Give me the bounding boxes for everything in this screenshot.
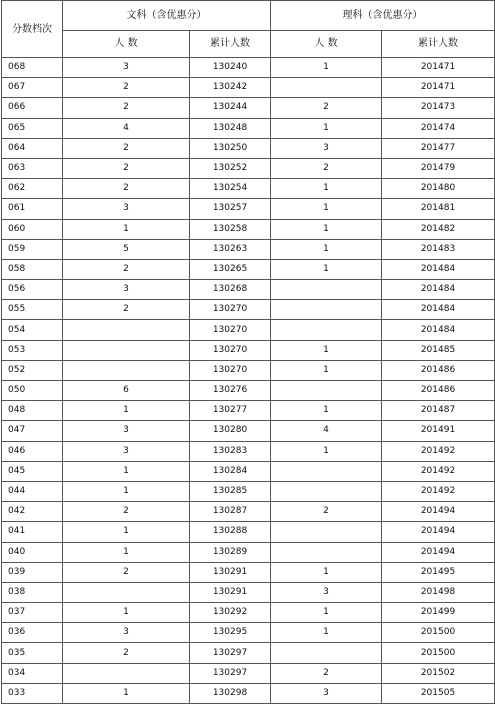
table-row bbox=[2, 179, 495, 199]
liberal-arts-count-cell: 2 bbox=[63, 138, 190, 158]
score-cell: 045 bbox=[2, 461, 63, 481]
liberal-arts-cumulative-cell: 130270 bbox=[190, 300, 271, 320]
science-cumulative-cell: 201494 bbox=[382, 522, 495, 542]
science-cumulative-cell: 201500 bbox=[382, 643, 495, 663]
liberal-arts-count-cell: 1 bbox=[63, 219, 190, 239]
liberal-arts-cumulative-cell: 130270 bbox=[190, 340, 271, 360]
score-cell: 064 bbox=[2, 138, 63, 158]
science-cumulative-cell: 201484 bbox=[382, 320, 495, 340]
science-cumulative-cell: 201480 bbox=[382, 179, 495, 199]
liberal-arts-cumulative-cell: 130242 bbox=[190, 78, 271, 98]
score-cell: 062 bbox=[2, 179, 63, 199]
science-cumulative-cell: 201479 bbox=[382, 158, 495, 178]
liberal-arts-cumulative-cell: 130257 bbox=[190, 199, 271, 219]
score-level-header: 分数档次 bbox=[2, 1, 63, 58]
score-cell: 044 bbox=[2, 481, 63, 501]
score-cell: 058 bbox=[2, 259, 63, 279]
liberal-arts-count-cell: 5 bbox=[63, 239, 190, 259]
liberal-arts-count-cell: 2 bbox=[63, 643, 190, 663]
score-cell: 034 bbox=[2, 663, 63, 683]
science-cumulative-cell: 201481 bbox=[382, 199, 495, 219]
score-cell: 055 bbox=[2, 300, 63, 320]
liberal-arts-count-cell: 3 bbox=[63, 58, 190, 78]
liberal-arts-cumulative-cell: 130297 bbox=[190, 663, 271, 683]
liberal-arts-count-cell: 2 bbox=[63, 259, 190, 279]
score-cell: 061 bbox=[2, 199, 63, 219]
score-cell: 068 bbox=[2, 58, 63, 78]
science-cumulative-cell: 201499 bbox=[382, 603, 495, 623]
liberal-arts-count-cell: 2 bbox=[63, 179, 190, 199]
liberal-arts-count-cell: 3 bbox=[63, 623, 190, 643]
science-count-cell: 1 bbox=[271, 219, 382, 239]
science-cumulative-cell: 201486 bbox=[382, 360, 495, 380]
liberal-arts-cumulative-cell: 130283 bbox=[190, 441, 271, 461]
science-cumulative-cell: 201494 bbox=[382, 542, 495, 562]
table-row bbox=[2, 522, 495, 542]
liberal-arts-cumulative-cell: 130287 bbox=[190, 502, 271, 522]
table-row bbox=[2, 401, 495, 421]
liberal-arts-cumulative-cell: 130297 bbox=[190, 643, 271, 663]
score-cell: 063 bbox=[2, 158, 63, 178]
science-count-cell: 1 bbox=[271, 199, 382, 219]
table-row bbox=[2, 199, 495, 219]
score-cell: 053 bbox=[2, 340, 63, 360]
liberal-arts-cumulative-cell: 130270 bbox=[190, 360, 271, 380]
liberal-arts-count-cell: 1 bbox=[63, 683, 190, 703]
score-cell: 054 bbox=[2, 320, 63, 340]
liberal-arts-cumulative-cell: 130288 bbox=[190, 522, 271, 542]
science-count-cell: 2 bbox=[271, 663, 382, 683]
science-cumulative-cell: 201484 bbox=[382, 280, 495, 300]
table-row bbox=[2, 239, 495, 259]
liberal-arts-cumulative-cell: 130248 bbox=[190, 118, 271, 138]
liberal-arts-cumulative-cell: 130276 bbox=[190, 381, 271, 401]
table-row bbox=[2, 663, 495, 683]
science-count-cell: 1 bbox=[271, 562, 382, 582]
score-cell: 052 bbox=[2, 360, 63, 380]
liberal-arts-count-cell: 1 bbox=[63, 461, 190, 481]
score-distribution-table bbox=[1, 0, 495, 704]
liberal-arts-header: 文科（含优惠分） bbox=[63, 1, 271, 31]
science-count-cell: 1 bbox=[271, 603, 382, 623]
table-row bbox=[2, 300, 495, 320]
table-row bbox=[2, 58, 495, 78]
score-cell: 039 bbox=[2, 562, 63, 582]
table-row bbox=[2, 542, 495, 562]
liberal-arts-count-cell: 1 bbox=[63, 542, 190, 562]
science-cumulative-cell: 201500 bbox=[382, 623, 495, 643]
science-count-cell bbox=[271, 320, 382, 340]
table-row bbox=[2, 562, 495, 582]
liberal-arts-cumulative-cell: 130268 bbox=[190, 280, 271, 300]
liberal-arts-count-cell: 2 bbox=[63, 98, 190, 118]
header-row-sub bbox=[2, 31, 495, 58]
liberal-arts-cumulative-cell: 130289 bbox=[190, 542, 271, 562]
liberal-arts-cumulative-cell: 130270 bbox=[190, 320, 271, 340]
science-count-cell: 1 bbox=[271, 239, 382, 259]
table-row bbox=[2, 280, 495, 300]
table-row bbox=[2, 320, 495, 340]
liberal-arts-cumulative-cell: 130250 bbox=[190, 138, 271, 158]
science-cumulative-cell: 201473 bbox=[382, 98, 495, 118]
liberal-arts-cumulative-cell: 130280 bbox=[190, 421, 271, 441]
science-count-cell bbox=[271, 461, 382, 481]
table-row bbox=[2, 643, 495, 663]
science-count-cell: 1 bbox=[271, 441, 382, 461]
score-cell: 038 bbox=[2, 582, 63, 602]
table-row bbox=[2, 481, 495, 501]
science-cumulative-cell: 201485 bbox=[382, 340, 495, 360]
science-cumulative-cell: 201484 bbox=[382, 259, 495, 279]
liberal-arts-count-cell: 2 bbox=[63, 300, 190, 320]
score-cell: 046 bbox=[2, 441, 63, 461]
score-cell: 059 bbox=[2, 239, 63, 259]
table-row bbox=[2, 78, 495, 98]
science-cumulative-cell: 201471 bbox=[382, 58, 495, 78]
liberal-arts-count-cell bbox=[63, 360, 190, 380]
score-cell: 056 bbox=[2, 280, 63, 300]
table-row bbox=[2, 441, 495, 461]
score-cell: 033 bbox=[2, 683, 63, 703]
liberal-arts-cumulative-cell: 130258 bbox=[190, 219, 271, 239]
science-count-cell: 2 bbox=[271, 502, 382, 522]
science-cumulative-cell: 201505 bbox=[382, 683, 495, 703]
science-cumulative-cell: 201502 bbox=[382, 663, 495, 683]
science-count-header: 人 数 bbox=[271, 31, 382, 58]
science-count-cell: 1 bbox=[271, 401, 382, 421]
science-count-cell: 1 bbox=[271, 360, 382, 380]
table-row bbox=[2, 98, 495, 118]
table-row bbox=[2, 603, 495, 623]
science-cumulative-cell: 201492 bbox=[382, 481, 495, 501]
liberal-arts-count-cell bbox=[63, 320, 190, 340]
liberal-arts-count-cell: 6 bbox=[63, 381, 190, 401]
liberal-arts-cumulative-cell: 130254 bbox=[190, 179, 271, 199]
table-row bbox=[2, 421, 495, 441]
score-cell: 066 bbox=[2, 98, 63, 118]
score-cell: 040 bbox=[2, 542, 63, 562]
science-count-cell: 2 bbox=[271, 98, 382, 118]
liberal-arts-cumulative-cell: 130263 bbox=[190, 239, 271, 259]
liberal-arts-cumulative-cell: 130244 bbox=[190, 98, 271, 118]
liberal-arts-cumulative-cell: 130291 bbox=[190, 582, 271, 602]
science-cumulative-cell: 201482 bbox=[382, 219, 495, 239]
liberal-arts-cumulative-cell: 130298 bbox=[190, 683, 271, 703]
liberal-arts-count-cell bbox=[63, 582, 190, 602]
table-row bbox=[2, 623, 495, 643]
science-count-cell bbox=[271, 481, 382, 501]
science-cumulative-cell: 201483 bbox=[382, 239, 495, 259]
score-cell: 042 bbox=[2, 502, 63, 522]
science-count-cell: 1 bbox=[271, 118, 382, 138]
table-row bbox=[2, 461, 495, 481]
liberal-arts-cumulative-cell: 130295 bbox=[190, 623, 271, 643]
liberal-arts-count-cell: 4 bbox=[63, 118, 190, 138]
liberal-arts-count-cell bbox=[63, 340, 190, 360]
science-count-cell: 2 bbox=[271, 158, 382, 178]
liberal-arts-count-cell: 2 bbox=[63, 78, 190, 98]
liberal-arts-count-cell: 3 bbox=[63, 421, 190, 441]
score-cell: 047 bbox=[2, 421, 63, 441]
science-count-cell: 1 bbox=[271, 623, 382, 643]
science-cumulative-cell: 201486 bbox=[382, 381, 495, 401]
score-cell: 048 bbox=[2, 401, 63, 421]
liberal-arts-count-cell: 1 bbox=[63, 522, 190, 542]
science-cumulative-cell: 201494 bbox=[382, 502, 495, 522]
science-cumulative-cell: 201495 bbox=[382, 562, 495, 582]
liberal-arts-cumulative-cell: 130252 bbox=[190, 158, 271, 178]
score-cell: 035 bbox=[2, 643, 63, 663]
science-cumulative-cell: 201487 bbox=[382, 401, 495, 421]
science-cumulative-header: 累计人数 bbox=[382, 31, 495, 58]
score-cell: 041 bbox=[2, 522, 63, 542]
science-cumulative-cell: 201492 bbox=[382, 441, 495, 461]
science-count-cell: 4 bbox=[271, 421, 382, 441]
table-row bbox=[2, 138, 495, 158]
liberal-arts-cumulative-cell: 130240 bbox=[190, 58, 271, 78]
table-row bbox=[2, 118, 495, 138]
science-count-cell: 1 bbox=[271, 340, 382, 360]
science-cumulative-cell: 201484 bbox=[382, 300, 495, 320]
science-count-cell bbox=[271, 381, 382, 401]
table-row bbox=[2, 683, 495, 703]
liberal-arts-count-cell: 3 bbox=[63, 280, 190, 300]
liberal-arts-count-cell: 2 bbox=[63, 158, 190, 178]
table-row bbox=[2, 582, 495, 602]
science-count-cell bbox=[271, 643, 382, 663]
science-count-cell: 3 bbox=[271, 683, 382, 703]
liberal-arts-cumulative-cell: 130265 bbox=[190, 259, 271, 279]
science-count-cell bbox=[271, 280, 382, 300]
science-count-cell: 1 bbox=[271, 259, 382, 279]
liberal-arts-count-cell: 1 bbox=[63, 603, 190, 623]
liberal-arts-count-cell: 2 bbox=[63, 502, 190, 522]
score-cell: 065 bbox=[2, 118, 63, 138]
liberal-arts-cumulative-cell: 130277 bbox=[190, 401, 271, 421]
table-row bbox=[2, 360, 495, 380]
score-cell: 037 bbox=[2, 603, 63, 623]
liberal-arts-count-cell: 3 bbox=[63, 441, 190, 461]
science-count-cell bbox=[271, 300, 382, 320]
science-cumulative-cell: 201474 bbox=[382, 118, 495, 138]
liberal-arts-count-header: 人 数 bbox=[63, 31, 190, 58]
score-cell: 050 bbox=[2, 381, 63, 401]
liberal-arts-count-cell bbox=[63, 663, 190, 683]
table-row bbox=[2, 219, 495, 239]
table-row bbox=[2, 158, 495, 178]
science-count-cell: 1 bbox=[271, 58, 382, 78]
score-cell: 067 bbox=[2, 78, 63, 98]
table-row bbox=[2, 381, 495, 401]
liberal-arts-cumulative-cell: 130292 bbox=[190, 603, 271, 623]
table-body bbox=[2, 58, 495, 704]
science-count-cell bbox=[271, 542, 382, 562]
score-cell: 060 bbox=[2, 219, 63, 239]
science-count-cell bbox=[271, 78, 382, 98]
science-count-cell bbox=[271, 522, 382, 542]
liberal-arts-cumulative-header: 累计人数 bbox=[190, 31, 271, 58]
table-row bbox=[2, 340, 495, 360]
science-count-cell: 3 bbox=[271, 138, 382, 158]
liberal-arts-count-cell: 2 bbox=[63, 562, 190, 582]
score-cell: 036 bbox=[2, 623, 63, 643]
science-cumulative-cell: 201492 bbox=[382, 461, 495, 481]
science-cumulative-cell: 201471 bbox=[382, 78, 495, 98]
liberal-arts-cumulative-cell: 130285 bbox=[190, 481, 271, 501]
liberal-arts-count-cell: 3 bbox=[63, 199, 190, 219]
liberal-arts-cumulative-cell: 130291 bbox=[190, 562, 271, 582]
liberal-arts-cumulative-cell: 130284 bbox=[190, 461, 271, 481]
science-cumulative-cell: 201498 bbox=[382, 582, 495, 602]
science-cumulative-cell: 201477 bbox=[382, 138, 495, 158]
science-count-cell: 1 bbox=[271, 179, 382, 199]
science-cumulative-cell: 201491 bbox=[382, 421, 495, 441]
science-count-cell: 3 bbox=[271, 582, 382, 602]
header-row-top bbox=[2, 1, 495, 31]
table-row bbox=[2, 502, 495, 522]
liberal-arts-count-cell: 1 bbox=[63, 481, 190, 501]
table-row bbox=[2, 259, 495, 279]
science-header: 理科（含优惠分） bbox=[271, 1, 495, 31]
liberal-arts-count-cell: 1 bbox=[63, 401, 190, 421]
